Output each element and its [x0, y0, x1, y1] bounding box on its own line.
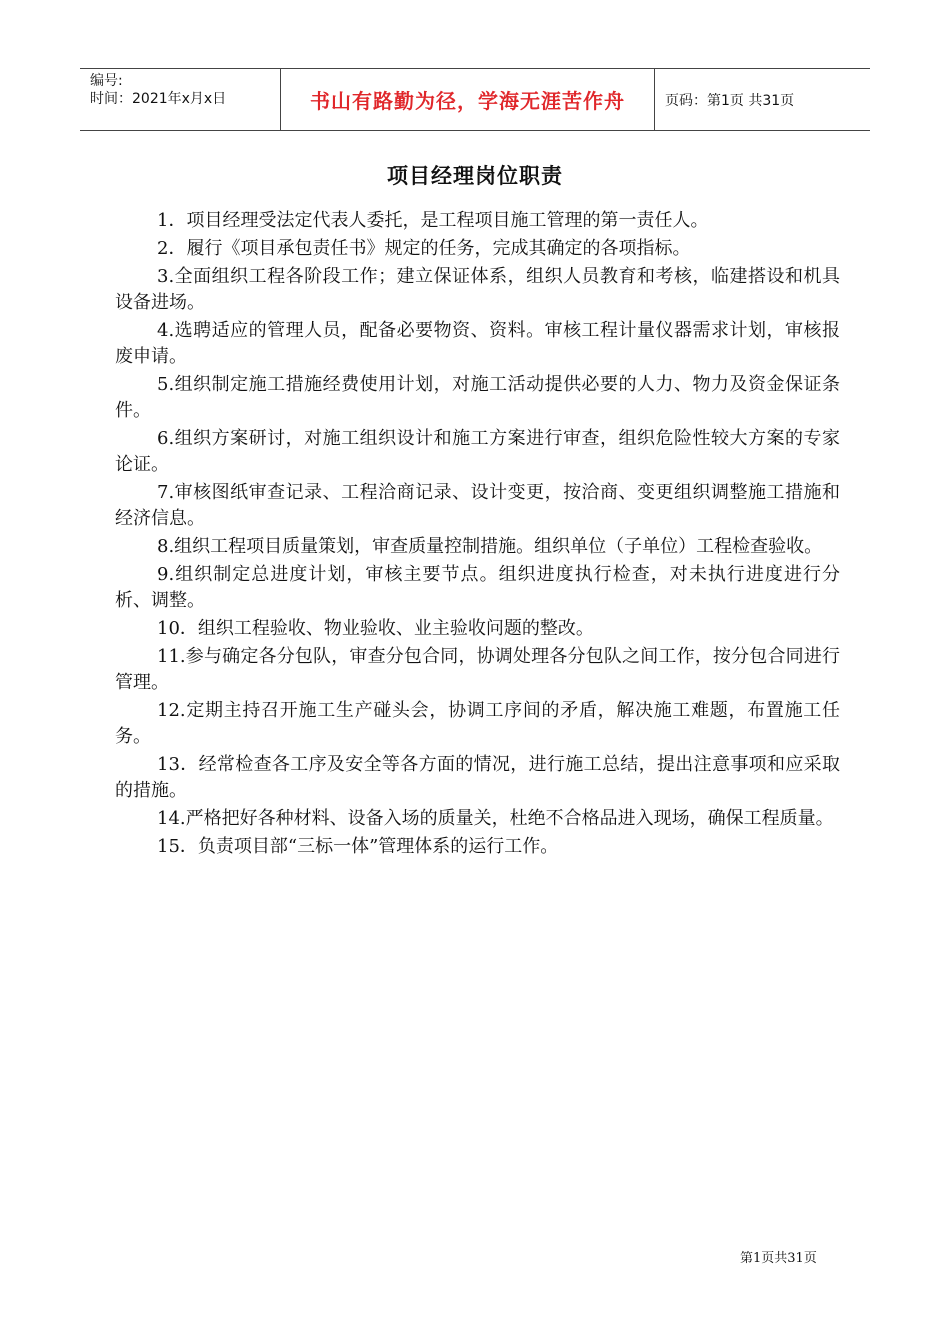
list-item: 5.组织制定施工措施经费使用计划，对施工活动提供必要的人力、物力及资金保证条件。 — [115, 374, 840, 421]
list-item: 10．组织工程验收、物业验收、业主验收问题的整改。 — [157, 618, 594, 639]
time-label: 时间：2021年x月x日 — [90, 91, 227, 107]
list-item: 6.组织方案研讨，对施工组织设计和施工方案进行审查，组织危险性较大方案的专家论证。 — [115, 428, 840, 475]
list-item: 15．负责项目部“三标一体”管理体系的运行工作。 — [157, 836, 559, 857]
list-item: 1．项目经理受法定代表人委托，是工程项目施工管理的第一责任人。 — [157, 210, 709, 231]
list-item: 9.组织制定总进度计划，审核主要节点。组织进度执行检查，对未执行进度进行分析、调整。 — [115, 564, 840, 611]
list-item: 2．履行《项目承包责任书》规定的任务，完成其确定的各项指标。 — [157, 238, 691, 259]
list-item: 12.定期主持召开施工生产碰头会，协调工序间的矛盾，解决施工难题，布置施工任务。 — [115, 700, 840, 747]
list-item: 14.严格把好各种材料、设备入场的质量关，杜绝不合格品进入现场，确保工程质量。 — [157, 808, 834, 829]
header-meta — [80, 69, 281, 130]
list-item: 4.选聘适应的管理人员，配备必要物资、资料。审核工程计量仪器需求计划，审核报废申请。 — [115, 320, 840, 367]
code-label: 编号: — [90, 73, 123, 89]
header-motto: 书山有路勤为径，学海无涯苦作舟 — [281, 69, 655, 130]
document-title: 项目经理岗位职责 — [387, 164, 563, 188]
list-item: 13．经常检查各工序及安全等各方面的情况，进行施工总结，提出注意事项和应采取的措施。 — [115, 754, 840, 801]
list-item: 11.参与确定各分包队，审查分包合同，协调处理各分包队之间工作，按分包合同进行管理。 — [115, 646, 840, 693]
list-item: 7.审核图纸审查记录、工程洽商记录、设计变更，按洽商、变更组织调整施工措施和经济信息。 — [115, 482, 840, 529]
document-header — [80, 68, 870, 131]
page-footer: 第1页共31页 — [740, 1251, 817, 1266]
list-item: 3.全面组织工程各阶段工作；建立保证体系，组织人员教育和考核，临建搭设和机具设备进场。 — [115, 266, 840, 313]
header-page-label: 页码：第1页 共31页 — [665, 92, 795, 109]
duty-list — [115, 208, 840, 862]
list-item: 8.组织工程项目质量策划，审查质量控制措施。组织单位（子单位）工程检查验收。 — [157, 536, 823, 557]
